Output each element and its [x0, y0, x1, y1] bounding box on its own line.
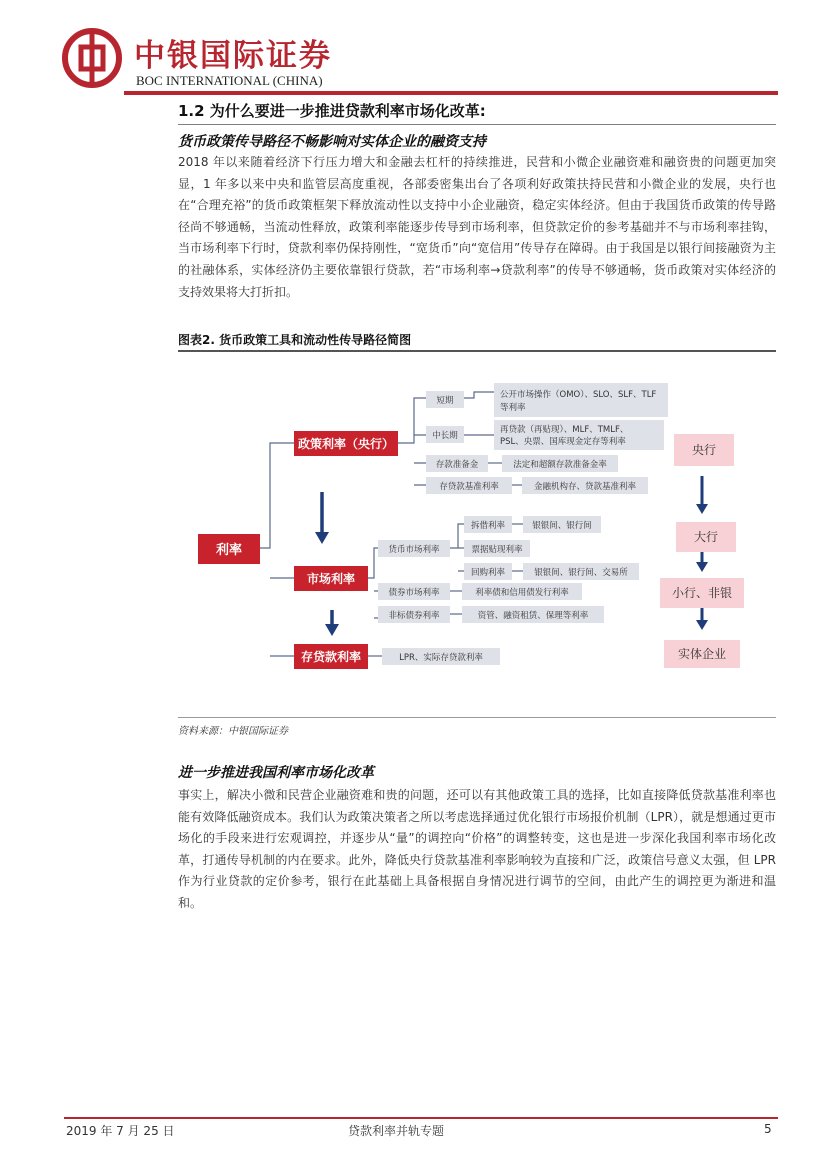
- node-money-market: [378, 540, 450, 557]
- figure-top-rule: [178, 350, 776, 352]
- node-loan-rate-label: 存贷款利率: [300, 650, 362, 664]
- link-market: [368, 548, 378, 618]
- node-nonstandard-label: 非标债券利率: [388, 611, 440, 621]
- section-divider: [178, 124, 776, 125]
- node-short-term-tools: [494, 383, 668, 417]
- section-title: 1.2 为什么要进一步推进贷款利率市场化改革:: [178, 102, 486, 120]
- node-mid-long-tools-line1: 再贷款（再贴现）、MLF、TMLF、: [500, 425, 629, 435]
- node-nonstandard: [378, 606, 450, 623]
- section-paragraph: 2018 年以来随着经济下行压力增大和金融去杠杆的持续推进，民营和小微企业融资难和融资贵的问题更加突显，1 年多以来中央和监管层高度重视，各部委密集出台了各项利好政策扶持民营和小微企业的发展，央行也在“合理充裕”的货币政策框架下释放流动性以支持中小企业融资，稳定实体经济。但由于我国货币政策的传导路径尚不够通畅，当流动性释放，政策利率能逐步传导到市场利率，但贷款定价的参考基础并不与市场利率挂钩，当市场利率下行时，贷款利率仍保持刚性，“宽货币”向“宽信用”传导存在障碍。由于我国是以银行间接融资为主的社融体系，实体经济仍主要依靠银行贷款，若“市场利率→贷款利率”的传导不够通畅，货币政策对实体经济的支持效果将大打折扣。: [178, 155, 776, 299]
- node-big-banks: [676, 522, 736, 552]
- node-market-rate-label: 市场利率: [306, 572, 356, 586]
- arrow-down-icon: [696, 552, 708, 572]
- node-lpr: [382, 648, 500, 665]
- footer-date: 2019 年 7 月 25 日: [66, 1124, 175, 1138]
- node-short-term-tools-line1: 公开市场操作（OMO）、SLO、SLF、TLF: [500, 390, 657, 400]
- figure-source: 资料来源：中银国际证券: [178, 726, 288, 737]
- node-root: [198, 534, 260, 564]
- node-money-market-label: 货币市场利率: [388, 545, 440, 555]
- node-bond-market-label: 债券市场利率: [388, 588, 440, 598]
- node-nonstandard-detail-label: 资管、融资租赁、保理等利率: [477, 611, 589, 621]
- node-repo: [464, 563, 512, 580]
- node-small-banks-label: 小行、非银: [671, 586, 733, 600]
- node-big-banks-label: 大行: [693, 530, 719, 544]
- node-central-bank: [674, 434, 734, 466]
- link-money: [450, 524, 464, 571]
- node-repo-label: 回购利率: [470, 568, 506, 578]
- footer-title: 贷款利率并轨专题: [348, 1124, 445, 1138]
- node-root-label: 利率: [215, 543, 243, 558]
- arrow-down-icon: [315, 492, 329, 544]
- node-reserve-tools-label: 法定和超额存款准备金率: [513, 460, 607, 470]
- node-real-economy-label: 实体企业: [677, 647, 727, 661]
- node-small-banks: [660, 578, 744, 608]
- node-bond-detail: [462, 583, 582, 600]
- arrow-down-icon: [696, 608, 708, 630]
- node-benchmark-tools: [522, 477, 648, 494]
- link-short: [464, 392, 494, 398]
- node-policy-rate: [294, 431, 398, 456]
- footer-divider: [64, 1117, 778, 1119]
- boc-logo-icon: [62, 28, 122, 88]
- footer-page-number: 5: [764, 1122, 772, 1136]
- node-mid-long-tools: [494, 420, 664, 450]
- node-nonstandard-detail: [462, 606, 604, 623]
- node-loan-rate: [294, 644, 368, 669]
- node-benchmark-tools-label: 金融机构存、贷款基准利率: [533, 482, 637, 492]
- figure-title: 图表2. 货币政策工具和流动性传导路径简图: [178, 333, 412, 347]
- node-reserve-label: 存款准备金: [435, 460, 479, 470]
- brand-name-cn: 中银国际证券: [134, 38, 332, 74]
- node-bond-detail-label: 利率债和信用债发行利率: [475, 588, 569, 598]
- node-lending-label: 拆借利率: [470, 521, 506, 531]
- link-root: [260, 443, 294, 656]
- figure-bottom-rule: [178, 717, 776, 718]
- node-short-term: [426, 391, 464, 408]
- header-divider: [124, 91, 778, 95]
- node-lending-detail: [523, 516, 601, 533]
- node-short-term-label: 短期: [436, 396, 454, 406]
- node-market-rate: [294, 566, 368, 591]
- link-policy: [398, 398, 426, 485]
- node-lending: [464, 516, 512, 533]
- arrow-down-icon: [696, 476, 708, 514]
- section2-subtitle: 进一步推进我国利率市场化改革: [178, 765, 374, 781]
- node-benchmark: [426, 477, 512, 494]
- node-real-economy: [664, 640, 740, 668]
- section2-paragraph: 事实上，解决小微和民营企业融资难和贵的问题，还可以有其他政策工具的选择，比如直接降低贷款基准利率也能有效降低融资成本。我们认为政策决策者之所以考虑选择通过优化银行市场报价机制（LPR），就是想通过更市场化的手段来进行宏观调控，并逐步从“量”的调控向“价格”的调整转变，这也是进一步深化我国利率市场化改革，打通传导机制的内在要求。此外，降低央行贷款基准利率影响较为直接和广泛，政策信号意义太强，但 LPR 作为行业贷款的定价参考，银行在此基础上具备根据自身情况进行调节的空间，由此产生的调控更为渐进和温和。: [178, 788, 776, 910]
- node-short-term-tools-line2: 等利率: [500, 403, 526, 413]
- node-bond-market: [378, 583, 450, 600]
- node-benchmark-label: 存贷款基准利率: [439, 482, 499, 492]
- node-lpr-label: LPR、实际存贷款利率: [399, 653, 483, 663]
- node-repo-detail-label: 银银间、银行间、交易所: [534, 568, 628, 578]
- node-central-bank-label: 央行: [691, 443, 717, 457]
- node-bill: [464, 540, 530, 557]
- node-mid-long-term-label: 中长期: [432, 431, 458, 441]
- brand-name-en: BOC INTERNATIONAL (CHINA): [136, 73, 323, 88]
- transmission-diagram: [178, 356, 776, 714]
- node-reserve: [426, 455, 488, 472]
- node-repo-detail: [523, 563, 639, 580]
- node-policy-rate-label: 政策利率（央行）: [297, 437, 395, 451]
- section-subtitle: 货币政策传导路径不畅影响对实体企业的融资支持: [178, 134, 486, 150]
- node-reserve-tools: [502, 455, 618, 472]
- node-mid-long-tools-line2: PSL、央票、国库现金定存等利率: [500, 437, 626, 447]
- arrow-down-icon: [325, 610, 339, 636]
- node-mid-long-term: [426, 426, 464, 443]
- node-lending-detail-label: 银银间、银行间: [532, 521, 592, 531]
- node-bill-label: 票据贴现利率: [471, 545, 523, 555]
